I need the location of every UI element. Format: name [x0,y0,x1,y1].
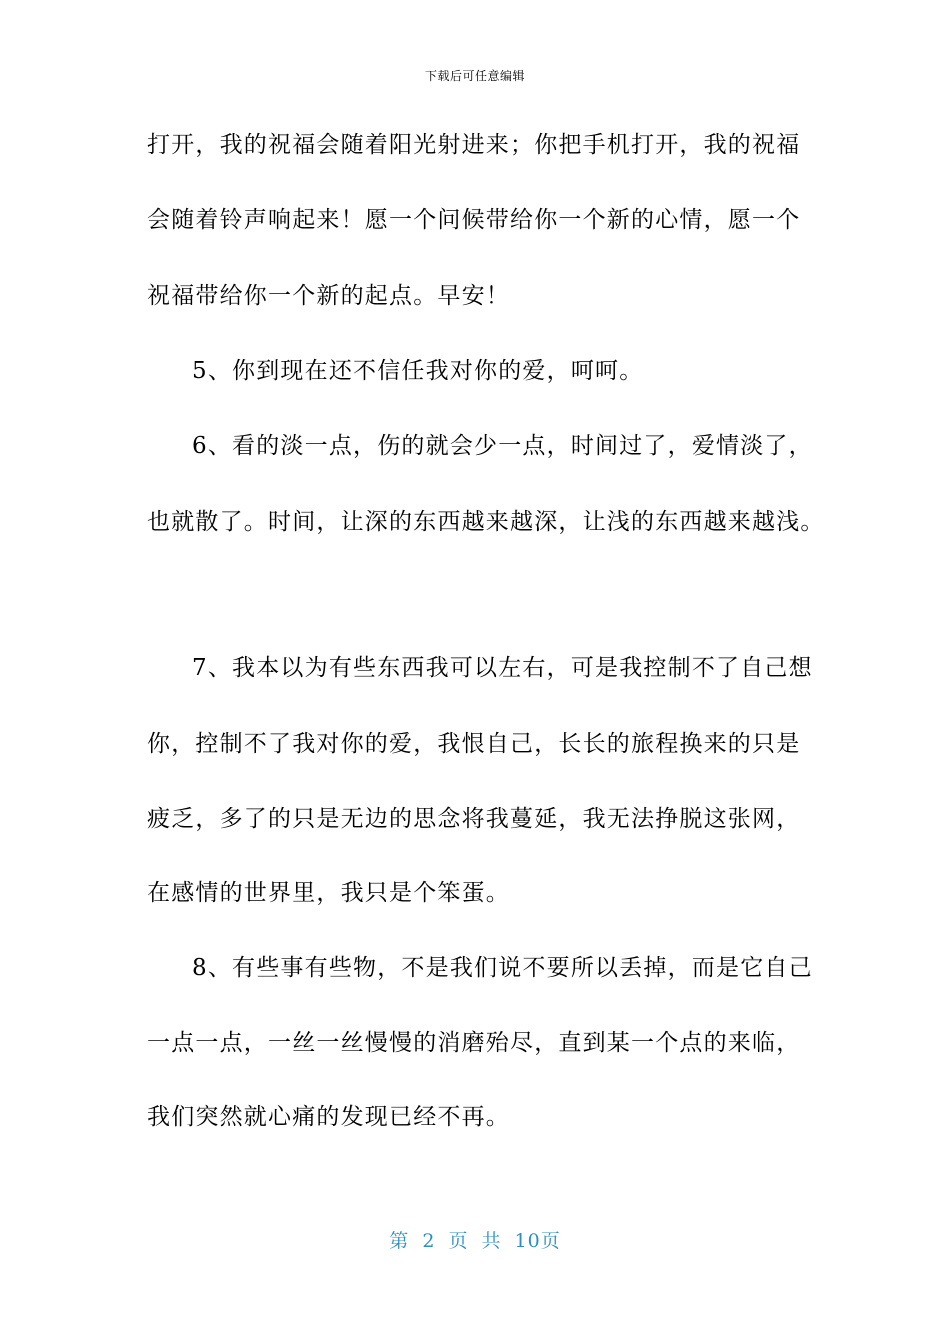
header-note: 下载后可任意编辑 [424,69,525,83]
paragraph-line: 我们突然就心痛的发现已经不再。 [147,1104,510,1130]
paragraph-line: 也就散了。时间，让深的东西越来越深，让浅的东西越来越浅。 [147,509,825,535]
paragraph-line-item-8: 8、有些事有些物，不是我们说不要所以丢掉，而是它自己 [192,955,813,981]
paragraph-line: 你，控制不了我对你的爱，我恨自己，长长的旅程换来的只是 [147,731,801,757]
page-number-footer: 第 2 页 共 10页 [389,1230,561,1252]
paragraph-line: 一点一点，一丝一丝慢慢的消磨殆尽，直到某一个点的来临， [147,1030,801,1056]
paragraph-line-item-7: 7、我本以为有些东西我可以左右，可是我控制不了自己想 [192,655,813,681]
paragraph-line: 会随着铃声响起来！愿一个问候带给你一个新的心情，愿一个 [147,207,801,233]
paragraph-line: 疲乏，多了的只是无边的思念将我蔓延，我无法挣脱这张网， [147,806,801,832]
paragraph-line: 祝福带给你一个新的起点。早安！ [147,283,510,309]
paragraph-line: 打开，我的祝福会随着阳光射进来；你把手机打开，我的祝福 [147,132,801,158]
paragraph-line-item-6: 6、看的淡一点，伤的就会少一点，时间过了，爱情淡了， [192,433,813,459]
paragraph-line-item-5: 5、你到现在还不信任我对你的爱，呵呵。 [192,358,644,384]
paragraph-line: 在感情的世界里，我只是个笨蛋。 [147,880,510,906]
